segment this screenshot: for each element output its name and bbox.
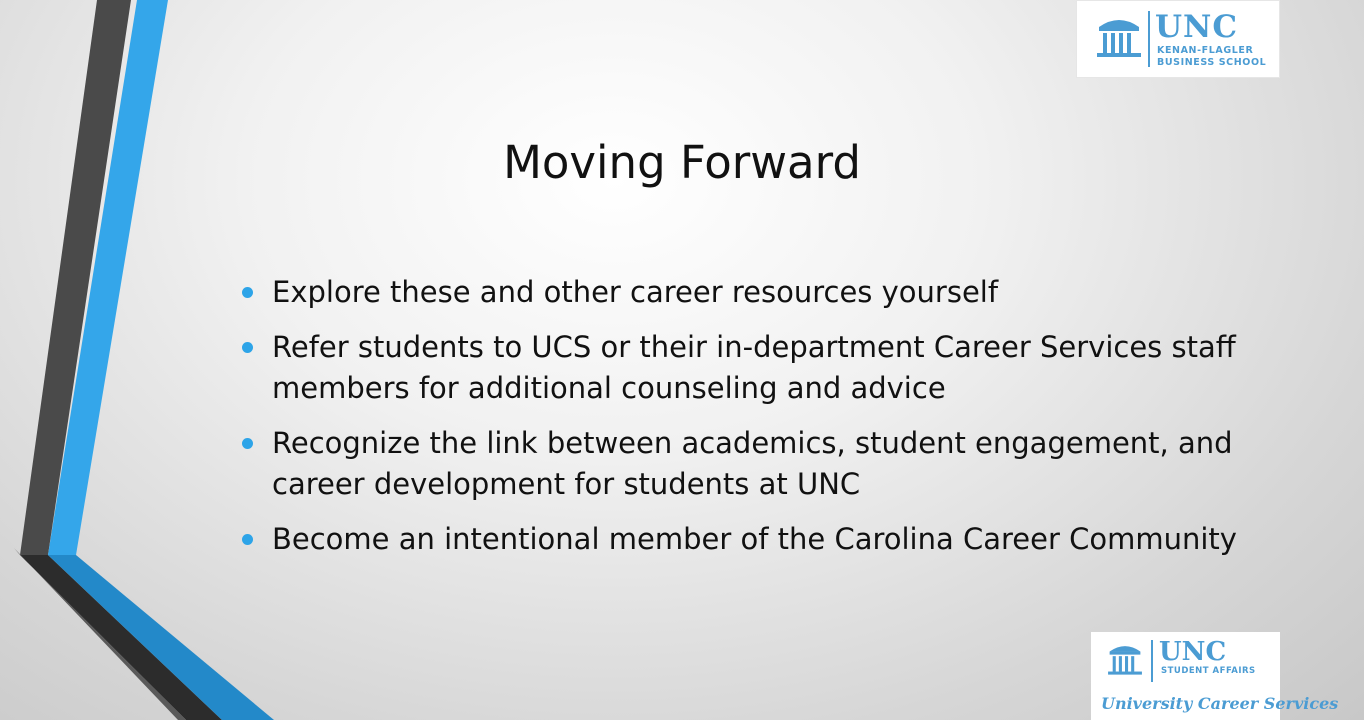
bullet-text: Become an intentional member of the Carolina Career Community <box>272 522 1237 556</box>
bullet-dot-icon <box>242 287 253 298</box>
bullet-text: Refer students to UCS or their in-department Career Services staff members for additional counseling and advice <box>272 330 1236 405</box>
logo-divider <box>1148 11 1150 67</box>
logo-unc-text: UNC <box>1155 9 1239 45</box>
bullet-item <box>242 519 1242 560</box>
old-well-icon <box>1105 640 1145 680</box>
bullet-dot-icon <box>242 438 253 449</box>
bullet-dot-icon <box>242 534 253 545</box>
logo-line2: BUSINESS SCHOOL <box>1157 57 1267 68</box>
logo-unc-text: UNC <box>1159 637 1227 667</box>
unc-kenan-flagler-logo <box>1076 0 1280 78</box>
bullet-text: Explore these and other career resources yourself <box>272 275 999 309</box>
bullet-item <box>242 272 1242 313</box>
logo-divider <box>1151 640 1153 682</box>
bullet-item <box>242 423 1242 505</box>
logo-line1: STUDENT AFFAIRS <box>1161 666 1256 676</box>
bullet-dot-icon <box>242 342 253 353</box>
old-well-icon <box>1093 13 1145 63</box>
bullet-text: Recognize the link between academics, student engagement, and career development for students at UNC <box>272 426 1233 501</box>
unc-career-services-logo <box>1091 632 1339 720</box>
logo-line1: KENAN-FLAGLER <box>1157 45 1254 56</box>
bullet-list <box>242 272 1242 574</box>
bullet-item <box>242 327 1242 409</box>
slide-title: Moving Forward <box>503 136 861 189</box>
logo-line2: University Career Services <box>1101 694 1339 713</box>
